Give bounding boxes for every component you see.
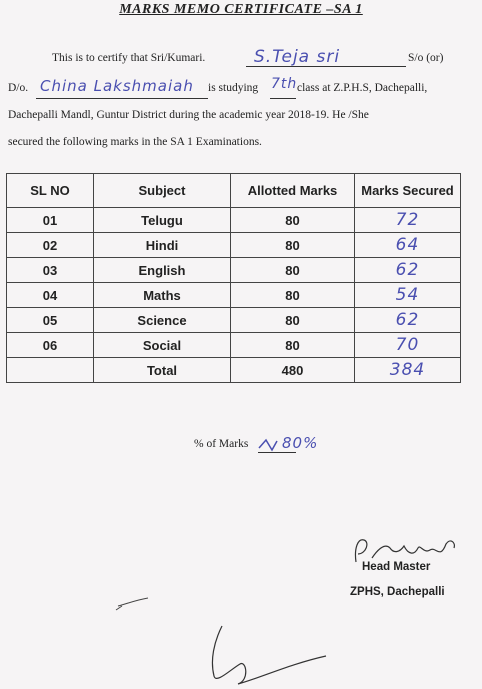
- row-allotted: 80: [231, 283, 355, 308]
- row-sl-no: 03: [7, 258, 94, 283]
- table-row: [7, 333, 461, 358]
- row-allotted: 80: [231, 333, 355, 358]
- so-or-label: S/o (or): [408, 52, 444, 64]
- table-row: [7, 208, 461, 233]
- parent-name: China Lakshmaiah: [40, 77, 194, 95]
- total-secured: 384: [355, 358, 461, 383]
- parent-underline: [36, 98, 208, 99]
- row-subject: Maths: [94, 283, 231, 308]
- do-label: D/o.: [8, 82, 29, 94]
- header-subject: Subject: [94, 174, 231, 208]
- table-header-row: [7, 174, 461, 208]
- strikeout-mark: [258, 438, 278, 454]
- row-subject: English: [94, 258, 231, 283]
- row-sl-no: 06: [7, 333, 94, 358]
- row-sl-no: 01: [7, 208, 94, 233]
- table-row: [7, 233, 461, 258]
- header-allotted: Allotted Marks: [231, 174, 355, 208]
- row-subject: Telugu: [94, 208, 231, 233]
- row-secured: 70: [355, 333, 461, 358]
- total-label: Total: [94, 358, 231, 383]
- head-master-label: Head Master: [362, 561, 431, 573]
- row-allotted: 80: [231, 308, 355, 333]
- row-sl-no: 05: [7, 308, 94, 333]
- table-total-row: [7, 358, 461, 383]
- header-secured: Marks Secured: [355, 174, 461, 208]
- row-sl-no: 02: [7, 233, 94, 258]
- row-secured: 62: [355, 258, 461, 283]
- class-underline: [270, 98, 296, 99]
- row-secured: 62: [355, 308, 461, 333]
- row-sl-no: 04: [7, 283, 94, 308]
- row-allotted: 80: [231, 208, 355, 233]
- row-subject: Hindi: [94, 233, 231, 258]
- marks-table: [6, 173, 461, 383]
- certify-line3: Dachepalli Mandl, Guntur District during the academic year 2018-19. He /She: [8, 109, 369, 121]
- certificate-title: MARKS MEMO CERTIFICATE –SA 1: [119, 2, 363, 17]
- percentage-value: 80%: [282, 434, 319, 452]
- certify-line4: secured the following marks in the SA 1 Examinations.: [8, 136, 262, 148]
- studying-label: is studying: [208, 82, 259, 94]
- row-subject: Social: [94, 333, 231, 358]
- row-subject: Science: [94, 308, 231, 333]
- class-value: 7th: [271, 76, 298, 92]
- row-secured: 72: [355, 208, 461, 233]
- class-suffix: class at Z.P.H.S, Dachepalli,: [297, 82, 428, 94]
- row-allotted: 80: [231, 258, 355, 283]
- total-allotted: 480: [231, 358, 355, 383]
- pen-tick-mark: [112, 596, 152, 616]
- table-row: [7, 258, 461, 283]
- school-name: ZPHS, Dachepalli: [350, 586, 445, 598]
- row-secured: 54: [355, 283, 461, 308]
- table-row: [7, 308, 461, 333]
- certify-prefix: This is to certify that Sri/Kumari.: [52, 52, 206, 64]
- table-row: [7, 283, 461, 308]
- pen-scribble-mark: [200, 620, 330, 686]
- total-sl-empty: [7, 358, 94, 383]
- header-sl-no: SL NO: [7, 174, 94, 208]
- row-allotted: 80: [231, 233, 355, 258]
- row-secured: 64: [355, 233, 461, 258]
- percentage-label: % of Marks: [194, 438, 249, 450]
- student-name: S.Teja sri: [254, 47, 341, 67]
